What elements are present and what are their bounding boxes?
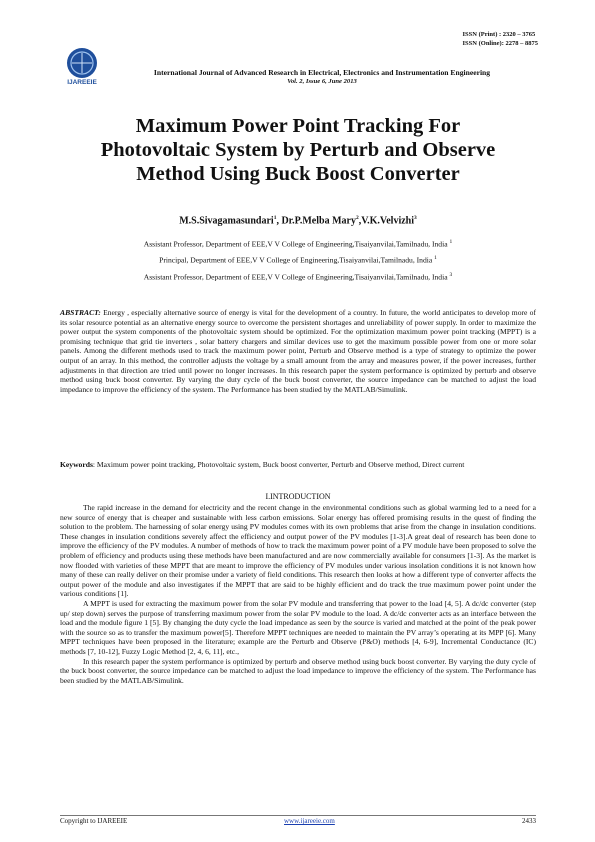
journal-header <box>112 68 532 86</box>
affiliation-3: Assistant Professor, Department of EEE,V V College of Engineering,Tisaiyanvilai,Tamilnadu, India $^3$ <box>143 272 453 282</box>
paragraph-1: The rapid increase in the demand for electricity and the recent change in the environmental conditions such as global warming led to a need for a new source of energy that is cheaper and sustainable with less carbon emissions. Solar energy has offered promising results in the quest of finding the solution to the problem. The harnessing of solar energy using PV modules comes with its own problems that arise from the change in insulation conditions. These changes in insulation conditions severely affect the efficiency and output power of the PV modules [1-3].A great deal of research has been done to improve the efficiency of the PV modules. A number of methods of how to track the maximum power point of a PV module have been proposed to solve the problem of efficiency and products using these methods have been manufactured and are now commercially available for consumers [1-3]. As the market is now flooded with varieties of these MPPT that are meant to improve the efficiency of PV modules under various insolation conditions it is not known how many of these can really deliver on their promise under a variety of field conditions. This research then looks at how a different type of converter affects the output power of the module and also investigates if the MPPT that are said to be highly efficient and do track the true maximum power point under the various conditions [1]. <box>60 503 536 599</box>
abstract <box>60 308 536 394</box>
affiliation-1: Assistant Professor, Department of EEE,V V College of Engineering,Tisaiyanvilai,Tamilnadu, India $^1$ <box>143 239 453 249</box>
keywords <box>60 460 536 470</box>
abstract-text: Energy , especially alternative source of energy is vital for the development of a country. In future, the world anticipates to develop more of its solar resource potential as an alternative energy source to overcome the persistent shortages and unreliability of power supply. In order to maximize the power output the system components of the photovoltaic system should be optimized. For the optimization maximum power point tracking (MPPT) is a promising technique that grid tie inverters , solar battery chargers and similar devices use to get the maximum possible power from one or more solar panels. Among the different methods used to track the maximum power point, Perturb and Observe method is a type of strategy to optimize the power output of an array. In this method, the controller adjusts the voltage by a small amount from the array and measures power, if the power increases, further adjustments in that direction are tried until power no longer increases. In this research paper the system performance is optimized by perturb and observe method using buck boost converter. By varying the duty cycle of the buck boost converter, the source impedance can be matched to adjust the load impedance to improve the efficiency of the system. The Performance has been studied by the MATLAB/Simulink. <box>60 308 536 394</box>
issn-block <box>463 30 538 48</box>
journal-volume: Vol. 2, Issue 6, June 2013 <box>287 78 357 85</box>
footer-url-link[interactable]: www.ijareeie.com <box>284 817 335 825</box>
title-line-2: Photovoltaic System by Perturb and Observe <box>100 139 496 161</box>
paper-title <box>60 114 536 186</box>
paragraph-2: A MPPT is used for extracting the maximum power from the solar PV module and transferring that power to the load [4, 5]. A dc/dc converter (step up/ step down) serves the purpose of transferring maximum power from the solar PV module to the load. A dc/dc converter acts as an interface between the load and the module figure 1 [5]. By changing the duty cycle the load impedance as seen by the source is varied and matched at the point of the peak power with the source so as to transfer the maximum power[5]. Therefore MPPT techniques are needed to maintain the PV array’s operating at its MPP [6]. Many MPPT techniques have been proposed in the literature; example are the Perturb and Observe (P&O) methods [4, 6-9], Incremental Conductance (IC) methods [7, 10-12], Fuzzy Logic Method [2, 4, 6, 11], etc., <box>60 598 536 656</box>
section-heading-introduction: I.INTRODUCTION <box>265 492 331 501</box>
footer-page-number: 2433 <box>522 817 536 825</box>
author-3: ,V.K.Velvizhi <box>358 215 415 227</box>
author-1-sup: 1 <box>273 215 277 221</box>
logo-text: IJAREEIE <box>67 79 97 86</box>
body-text <box>60 503 536 685</box>
issn-online: ISSN (Online): 2278 – 8875 <box>462 40 538 47</box>
issn-print: ISSN (Print) : 2320 – 3765 <box>462 31 536 38</box>
affiliation-2: Principal, Department of EEE,V V College of Engineering,Tisaiyanvilai,Tamilnadu, India $^1$ <box>159 255 437 265</box>
author-2-sup: 2 <box>355 215 359 221</box>
author-2: , Dr.P.Melba Mary <box>276 215 356 227</box>
footer-copyright: Copyright to IJAREEIE <box>60 817 128 825</box>
author-3-sup: 3 <box>414 215 417 221</box>
author-1: M.S.Sivagamasundari <box>179 215 274 227</box>
title-line-1: Maximum Power Point Tracking For <box>135 115 461 137</box>
title-line-3: Method Using Buck Boost Converter <box>136 163 460 185</box>
abstract-label: ABSTRACT: <box>60 308 101 317</box>
paragraph-3: In this research paper the system performance is optimized by perturb and observe method using buck boost converter. By varying the duty cycle of the buck boost converter, the source impedance can be matched to adjust the load impedance to improve the efficiency of the system. The Performance has been studied by the MATLAB/Simulink. <box>60 656 536 685</box>
journal-name: International Journal of Advanced Research in Electrical, Electronics and Instrumentation Engineering <box>153 68 491 77</box>
footer-divider <box>60 815 536 816</box>
author-list <box>60 215 536 226</box>
keywords-text: : Maximum power point tracking, Photovoltaic system, Buck boost converter, Perturb and Observe method, Direct current <box>92 460 465 469</box>
journal-logo-icon <box>59 46 105 86</box>
keywords-label: Keywords <box>60 460 93 469</box>
